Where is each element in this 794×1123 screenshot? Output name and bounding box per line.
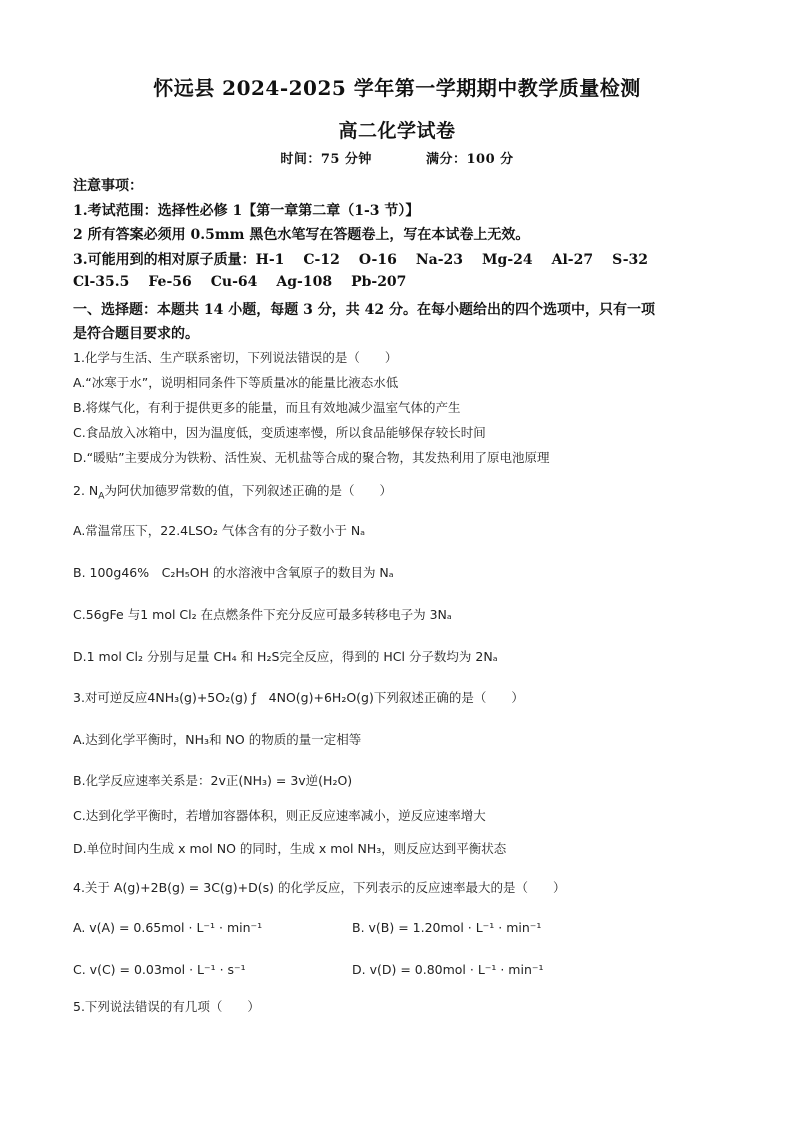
element-mass: Al-27	[551, 252, 594, 268]
notes-item-2: 2 所有答案必须用 0.5mm 黑色水笔写在答题卷上，写在本试卷上无效。	[73, 227, 530, 243]
section-1-heading: 一、选择题：本题共 14 小题，每题 3 分，共 42 分。在每小题给出的四个选项中，只有一项	[73, 302, 655, 318]
notes-item-3	[73, 249, 667, 269]
question-1-option-c: C.食品放入冰箱中，因为温度低，变质速率慢，所以食品能够保存较长时间	[73, 425, 486, 440]
element-mass: Ag-108	[276, 274, 333, 290]
section-1-heading-cont: 是符合题目要求的。	[73, 326, 199, 342]
exam-score: 满分：100 分	[426, 152, 514, 167]
question-2-option-d: D.1 mol Cl₂ 分别与足量 CH₄ 和 H₂S完全反应，得到的 HCl 分子数均为 2Nₐ	[73, 649, 498, 664]
question-4-option-a: A. v(A) = 0.65mol · L⁻¹ · min⁻¹	[73, 920, 263, 935]
exam-meta	[0, 148, 794, 167]
notes-item-3-label: 3.可能用到的相对原子质量：	[73, 252, 256, 268]
question-3-option-c: C.达到化学平衡时，若增加容器体积，则正反应速率减小，逆反应速率增大	[73, 808, 486, 823]
question-1-stem: 1.化学与生活、生产联系密切，下列说法错误的是（ ）	[73, 350, 398, 365]
question-2-option-c: C.56gFe 与1 mol Cl₂ 在点燃条件下充分反应可最多转移电子为 3Nₐ	[73, 607, 452, 622]
element-mass: Mg-24	[482, 252, 533, 268]
element-mass: O-16	[358, 252, 397, 268]
question-2-option-b: B. 100g46% C₂H₅OH 的水溶液中含氧原子的数目为 Nₐ	[73, 565, 394, 580]
question-4-stem: 4.关于 A(g)+2B(g) = 3C(g)+D(s) 的化学反应，下列表示的反应速率最大的是（ ）	[73, 880, 566, 895]
question-5-stem: 5.下列说法错误的有几项（ ）	[73, 999, 260, 1014]
element-mass: S-32	[612, 252, 649, 268]
question-2-stem-text: 为阿伏加德罗常数的值，下列叙述正确的是（ ）	[104, 483, 392, 498]
element-mass: Cu-64	[210, 274, 258, 290]
question-3-option-b: B.化学反应速率关系是：2v正(NH₃) = 3v逆(H₂O)	[73, 773, 353, 788]
question-4-option-d: D. v(D) = 0.80mol · L⁻¹ · min⁻¹	[352, 962, 544, 977]
exam-title: 怀远县 2024-2025 学年第一学期期中教学质量检测	[153, 76, 641, 100]
exam-subtitle: 高二化学试卷	[338, 120, 456, 142]
question-3-option-d: D.单位时间内生成 x mol NO 的同时，生成 x mol NH₃，则反应达到平衡状态	[73, 841, 507, 856]
question-2-n: 2. N	[73, 483, 99, 498]
element-mass: H-1	[255, 252, 285, 268]
question-1-option-a: A.“冰寒于水”，说明相同条件下等质量冰的能量比液态水低	[73, 375, 399, 390]
question-4-option-b: B. v(B) = 1.20mol · L⁻¹ · min⁻¹	[352, 920, 542, 935]
question-2-n-sub: A	[98, 491, 105, 502]
exam-time: 时间：75 分钟	[280, 152, 372, 167]
question-2-stem	[73, 481, 392, 502]
element-mass: Pb-207	[351, 274, 407, 290]
element-mass: Cl-35.5	[73, 274, 130, 290]
notes-elements-row-2	[73, 274, 425, 290]
element-mass: Fe-56	[148, 274, 192, 290]
question-3-stem: 3.对可逆反应4NH₃(g)+5O₂(g) ƒ 4NO(g)+6H₂O(g)下列叙述正确的是（ ）	[73, 690, 524, 705]
element-mass: C-12	[303, 252, 340, 268]
notes-item-1: 1.考试范围：选择性必修 1【第一章第二章（1-3 节）】	[73, 203, 420, 219]
question-3-option-a: A.达到化学平衡时，NH₃和 NO 的物质的量一定相等	[73, 732, 362, 747]
question-2-option-a: A.常温常压下，22.4LSO₂ 气体含有的分子数小于 Nₐ	[73, 523, 366, 538]
notes-heading: 注意事项：	[73, 178, 143, 194]
question-4-option-c: C. v(C) = 0.03mol · L⁻¹ · s⁻¹	[73, 962, 246, 977]
question-1-option-d: D.“暖贴”主要成分为铁粉、活性炭、无机盐等合成的聚合物，其发热利用了原电池原理	[73, 450, 550, 465]
question-1-option-b: B.将煤气化，有利于提供更多的能量，而且有效地减少温室气体的产生	[73, 400, 461, 415]
element-mass: Na-23	[415, 252, 464, 268]
